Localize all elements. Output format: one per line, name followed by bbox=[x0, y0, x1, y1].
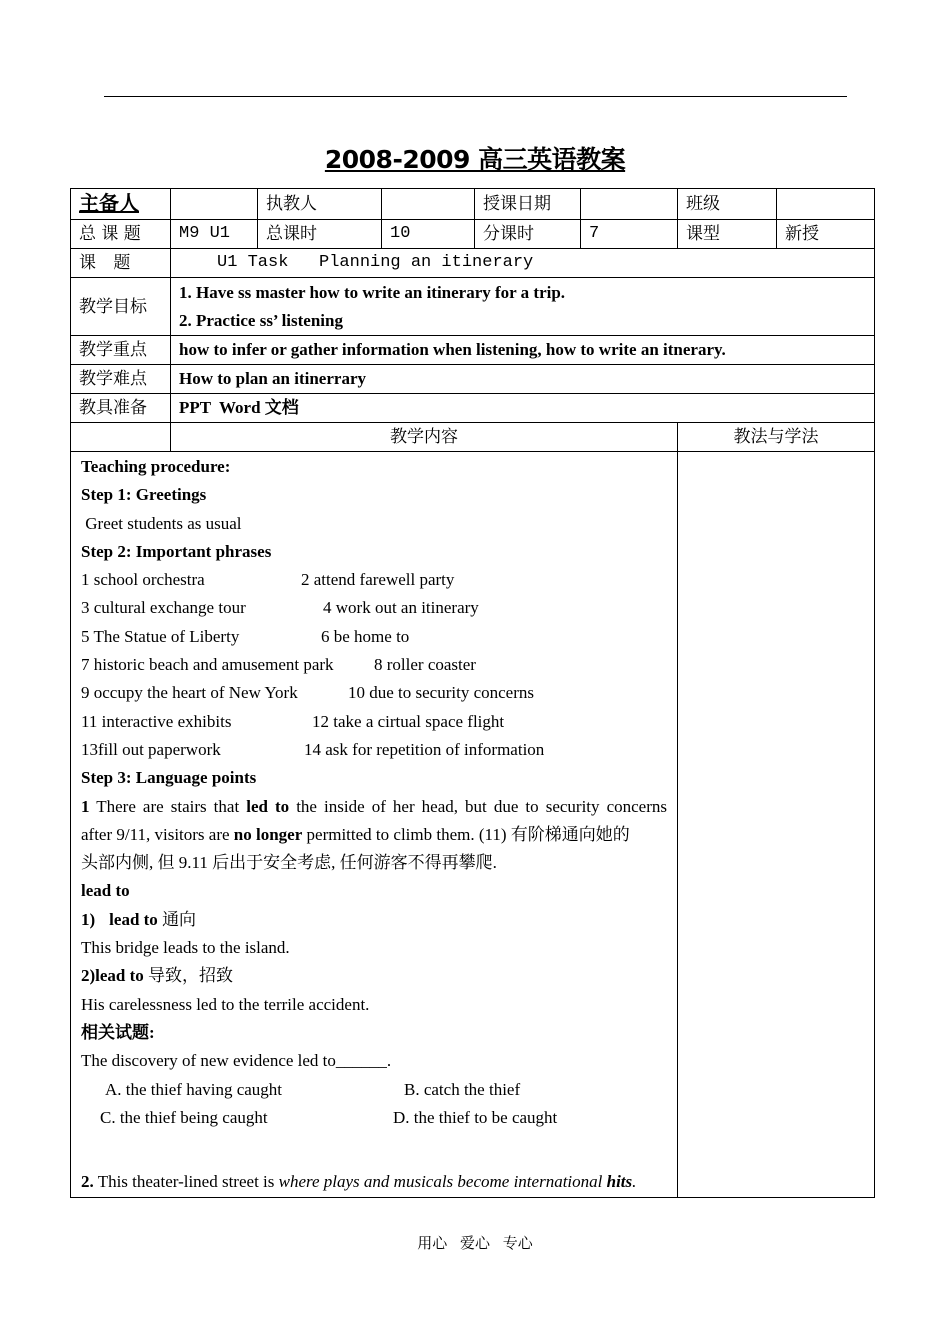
phrase-row bbox=[81, 623, 667, 651]
key-points-value: how to infer or gather information when listening, how to write an itnerary. bbox=[171, 336, 875, 365]
date-value bbox=[581, 189, 678, 220]
step3-heading: Step 3: Language points bbox=[81, 768, 257, 788]
content-row bbox=[71, 452, 875, 1198]
option-b: B. catch the thief bbox=[404, 1079, 521, 1099]
difficulties-row bbox=[71, 365, 875, 394]
total-periods-label: 总课时 bbox=[258, 220, 382, 249]
phrase-row bbox=[81, 679, 667, 707]
lesson-type-label: 课型 bbox=[678, 220, 777, 249]
phrase-item: 7 historic beach and amusement park bbox=[81, 655, 334, 675]
phrase-row bbox=[81, 651, 667, 679]
objective-item: 1. Have ss master how to write an itinerary for a trip. bbox=[179, 282, 566, 302]
sense-1-example: This bridge leads to the island. bbox=[81, 938, 290, 958]
step1-text: Greet students as usual bbox=[81, 513, 242, 533]
question: The discovery of new evidence led to______. bbox=[81, 1051, 392, 1071]
content-header-row bbox=[71, 423, 875, 452]
lesson-plan-table bbox=[70, 188, 875, 1198]
language-point-1-cont: after 9/11, visitors are no longer permitted to climb them. (11) 有阶梯通向她的 bbox=[81, 824, 630, 844]
phrase-item: 11 interactive exhibits bbox=[81, 711, 232, 731]
phrase-item: 1 school orchestra bbox=[81, 570, 205, 590]
content-header: 教学内容 bbox=[171, 423, 678, 452]
period-label: 分课时 bbox=[475, 220, 581, 249]
phrase-item: 8 roller coaster bbox=[374, 655, 476, 675]
procedure-heading: Teaching procedure: bbox=[81, 457, 231, 476]
method-header: 教法与学法 bbox=[678, 423, 875, 452]
materials-row bbox=[71, 394, 875, 423]
language-point-1: 1 There are stairs that led to the inside of her head, but due to security concerns bbox=[81, 796, 667, 816]
document-title: 2008-2009 高三英语教案 bbox=[324, 145, 626, 174]
sense-2: 2)lead to 导致，招致 bbox=[81, 966, 234, 986]
lead-to-heading: lead to bbox=[81, 881, 130, 901]
difficulties-value: How to plan an itinerrary bbox=[171, 365, 875, 394]
language-point-1-translation: 头部内侧, 但 9.11 后出于安全考虑, 任何游客不得再攀爬. bbox=[81, 853, 497, 873]
blank-line bbox=[81, 1132, 667, 1160]
topic-row bbox=[71, 249, 875, 278]
related-heading: 相关试题: bbox=[81, 1022, 155, 1042]
info-row-2 bbox=[71, 220, 875, 249]
materials-value: PPT Word 文档 bbox=[171, 394, 875, 423]
lesson-type-value: 新授 bbox=[777, 220, 875, 249]
teacher-label: 执教人 bbox=[258, 189, 382, 220]
option-row bbox=[81, 1076, 667, 1104]
header-rule bbox=[104, 96, 847, 97]
phrase-row bbox=[81, 736, 667, 764]
class-label: 班级 bbox=[678, 189, 777, 220]
option-d: D. the thief to be caught bbox=[393, 1107, 558, 1127]
option-a: A. the thief having caught bbox=[105, 1079, 283, 1099]
difficulties-label: 教学难点 bbox=[71, 365, 171, 394]
phrase-item: 3 cultural exchange tour bbox=[81, 598, 246, 618]
phrase-row bbox=[81, 566, 667, 594]
materials-label: 教具准备 bbox=[71, 394, 171, 423]
info-row-1 bbox=[71, 189, 875, 220]
total-topic-value: M9 U1 bbox=[171, 220, 258, 249]
phrase-item: 12 take a cirtual space flight bbox=[312, 711, 505, 731]
topic-value: U1 Task Planning an itinerary bbox=[171, 249, 875, 278]
phrase-item: 5 The Statue of Liberty bbox=[81, 626, 240, 646]
date-label: 授课日期 bbox=[475, 189, 581, 220]
sense-2-example: His carelessness led to the terrile accident. bbox=[81, 994, 370, 1014]
phrase-row bbox=[81, 708, 667, 736]
lead-preparer-value bbox=[171, 189, 258, 220]
option-c: C. the thief being caught bbox=[100, 1107, 268, 1127]
key-points-label: 教学重点 bbox=[71, 336, 171, 365]
phrase-item: 2 attend farewell party bbox=[301, 570, 455, 590]
header-spacer bbox=[71, 423, 171, 452]
total-periods-value: 10 bbox=[382, 220, 475, 249]
page-footer: 用心 爱心 专心 bbox=[417, 1234, 533, 1252]
class-value bbox=[777, 189, 875, 220]
key-points-row bbox=[71, 336, 875, 365]
phrase-item: 13fill out paperwork bbox=[81, 739, 221, 759]
period-value: 7 bbox=[581, 220, 678, 249]
option-row bbox=[81, 1104, 667, 1132]
objective-item: 2. Practice ss’ listening bbox=[179, 310, 343, 330]
objectives-row bbox=[71, 278, 875, 336]
sense-1: 1) lead to 通向 bbox=[81, 909, 197, 929]
step1-heading: Step 1: Greetings bbox=[81, 485, 207, 505]
total-topic-label: 总 课 题 bbox=[71, 220, 171, 249]
teacher-value bbox=[382, 189, 475, 220]
objectives-label: 教学目标 bbox=[71, 278, 171, 336]
phrase-item: 14 ask for repetition of information bbox=[304, 739, 545, 759]
phrase-item: 9 occupy the heart of New York bbox=[81, 683, 298, 703]
teaching-content bbox=[71, 452, 678, 1198]
language-point-2: 2. This theater-lined street is where plays and musicals become international hits. bbox=[81, 1172, 637, 1192]
phrase-item: 10 due to security concerns bbox=[348, 683, 534, 703]
phrase-row bbox=[81, 594, 667, 622]
method-column bbox=[678, 452, 875, 1198]
lead-preparer-label: 主备人 bbox=[71, 189, 171, 220]
step2-heading: Step 2: Important phrases bbox=[81, 541, 272, 561]
topic-label: 课 题 bbox=[71, 249, 171, 278]
objectives-list bbox=[171, 278, 875, 336]
phrase-item: 6 be home to bbox=[321, 626, 410, 646]
phrase-item: 4 work out an itinerary bbox=[323, 598, 479, 618]
